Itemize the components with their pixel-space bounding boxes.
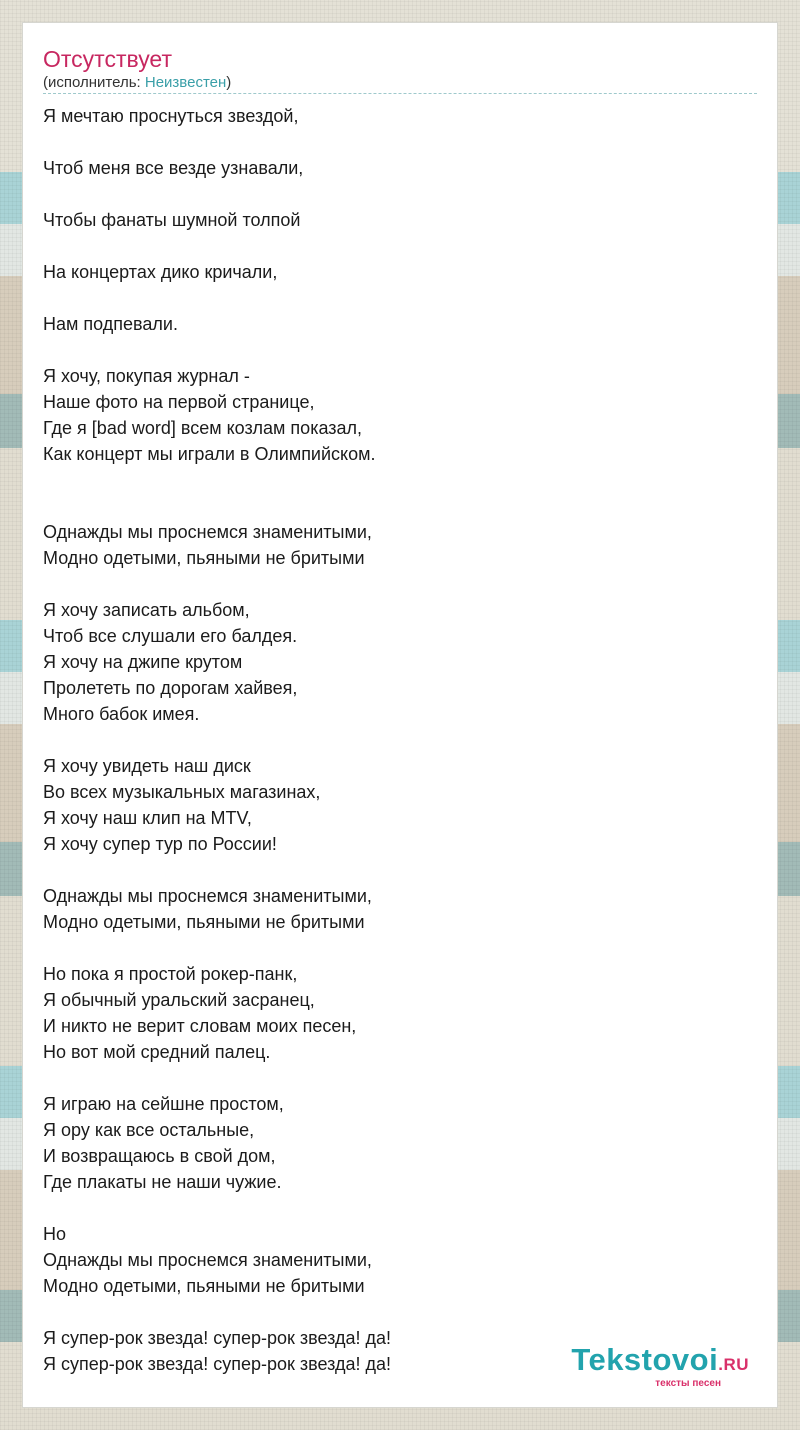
lyric-line: Я хочу записать альбом,: [43, 600, 250, 620]
lyric-line: Однажды мы проснемся знаменитыми,: [43, 886, 372, 906]
artist-line: [43, 74, 231, 92]
lyric-line: Но пока я простой рокер-панк,: [43, 964, 298, 984]
lyric-line: [43, 233, 743, 259]
title-divider: [43, 93, 757, 94]
lyric-line: [43, 1299, 743, 1325]
lyric-line: И возвращаюсь в свой дом,: [43, 1146, 276, 1166]
lyric-line: Где плакаты не наши чужие.: [43, 1172, 282, 1192]
lyric-line: Много бабок имея.: [43, 704, 200, 724]
lyric-line: [43, 1065, 743, 1091]
lyric-line: Но вот мой средний палец.: [43, 1042, 271, 1062]
lyric-line: Я супер-рок звезда! супер-рок звезда! да!: [43, 1328, 392, 1348]
lyric-line: Я хочу увидеть наш диск: [43, 756, 251, 776]
lyric-line: [43, 1195, 743, 1221]
artist-link[interactable]: Неизвестен: [144, 74, 227, 91]
lyric-line: [43, 129, 743, 155]
lyric-line: Но: [43, 1224, 67, 1244]
lyric-line: И никто не верит словам моих песен,: [43, 1016, 357, 1036]
lyric-line: На концертах дико кричали,: [43, 262, 278, 282]
logo-tagline: тексты песен: [655, 1378, 721, 1389]
logo-name: Tekstovoi: [571, 1342, 719, 1377]
lyric-line: [43, 181, 743, 207]
lyric-line: Модно одетыми, пьяными не бритыми: [43, 548, 365, 568]
artist-suffix: ): [226, 74, 232, 91]
site-logo[interactable]: [571, 1344, 749, 1389]
lyric-line: Чтоб меня все везде узнавали,: [43, 158, 304, 178]
lyric-line: Я мечтаю проснуться звездой,: [43, 106, 299, 126]
lyric-line: Во всех музыкальных магазинах,: [43, 782, 321, 802]
song-title: Отсутствует: [43, 46, 172, 72]
lyric-line: Как концерт мы играли в Олимпийском.: [43, 444, 376, 464]
logo-tld: .RU: [718, 1355, 749, 1374]
lyric-line: Я хочу супер тур по России!: [43, 834, 277, 854]
lyric-line: Где я [bad word] всем козлам показал,: [43, 418, 363, 438]
lyric-line: Я хочу, покупая журнал -: [43, 366, 250, 386]
lyric-line: [43, 571, 743, 597]
lyric-line: Пролететь по дорогам хайвея,: [43, 678, 298, 698]
lyric-line: [43, 467, 743, 493]
lyric-line: [43, 493, 743, 519]
lyrics-card: [22, 22, 778, 1408]
lyric-line: Наше фото на первой странице,: [43, 392, 315, 412]
lyrics-text: [43, 103, 743, 1377]
lyric-line: Чтоб все слушали его балдея.: [43, 626, 298, 646]
lyric-line: Однажды мы проснемся знаменитыми,: [43, 1250, 372, 1270]
lyric-line: [43, 935, 743, 961]
lyric-line: Я ору как все остальные,: [43, 1120, 255, 1140]
lyric-line: Я хочу наш клип на MTV,: [43, 808, 252, 828]
lyric-line: Нам подпевали.: [43, 314, 178, 334]
lyric-line: [43, 857, 743, 883]
lyric-line: Однажды мы проснемся знаменитыми,: [43, 522, 372, 542]
lyric-line: Модно одетыми, пьяными не бритыми: [43, 912, 365, 932]
lyric-line: Я супер-рок звезда! супер-рок звезда! да!: [43, 1354, 392, 1374]
lyric-line: [43, 337, 743, 363]
lyric-line: [43, 727, 743, 753]
lyric-line: Я играю на сейшне простом,: [43, 1094, 284, 1114]
artist-prefix: (исполнитель:: [43, 74, 145, 91]
lyric-line: [43, 285, 743, 311]
lyric-line: Я хочу на джипе крутом: [43, 652, 243, 672]
lyric-line: Модно одетыми, пьяными не бритыми: [43, 1276, 365, 1296]
lyric-line: Я обычный уральский засранец,: [43, 990, 315, 1010]
lyric-line: Чтобы фанаты шумной толпой: [43, 210, 301, 230]
